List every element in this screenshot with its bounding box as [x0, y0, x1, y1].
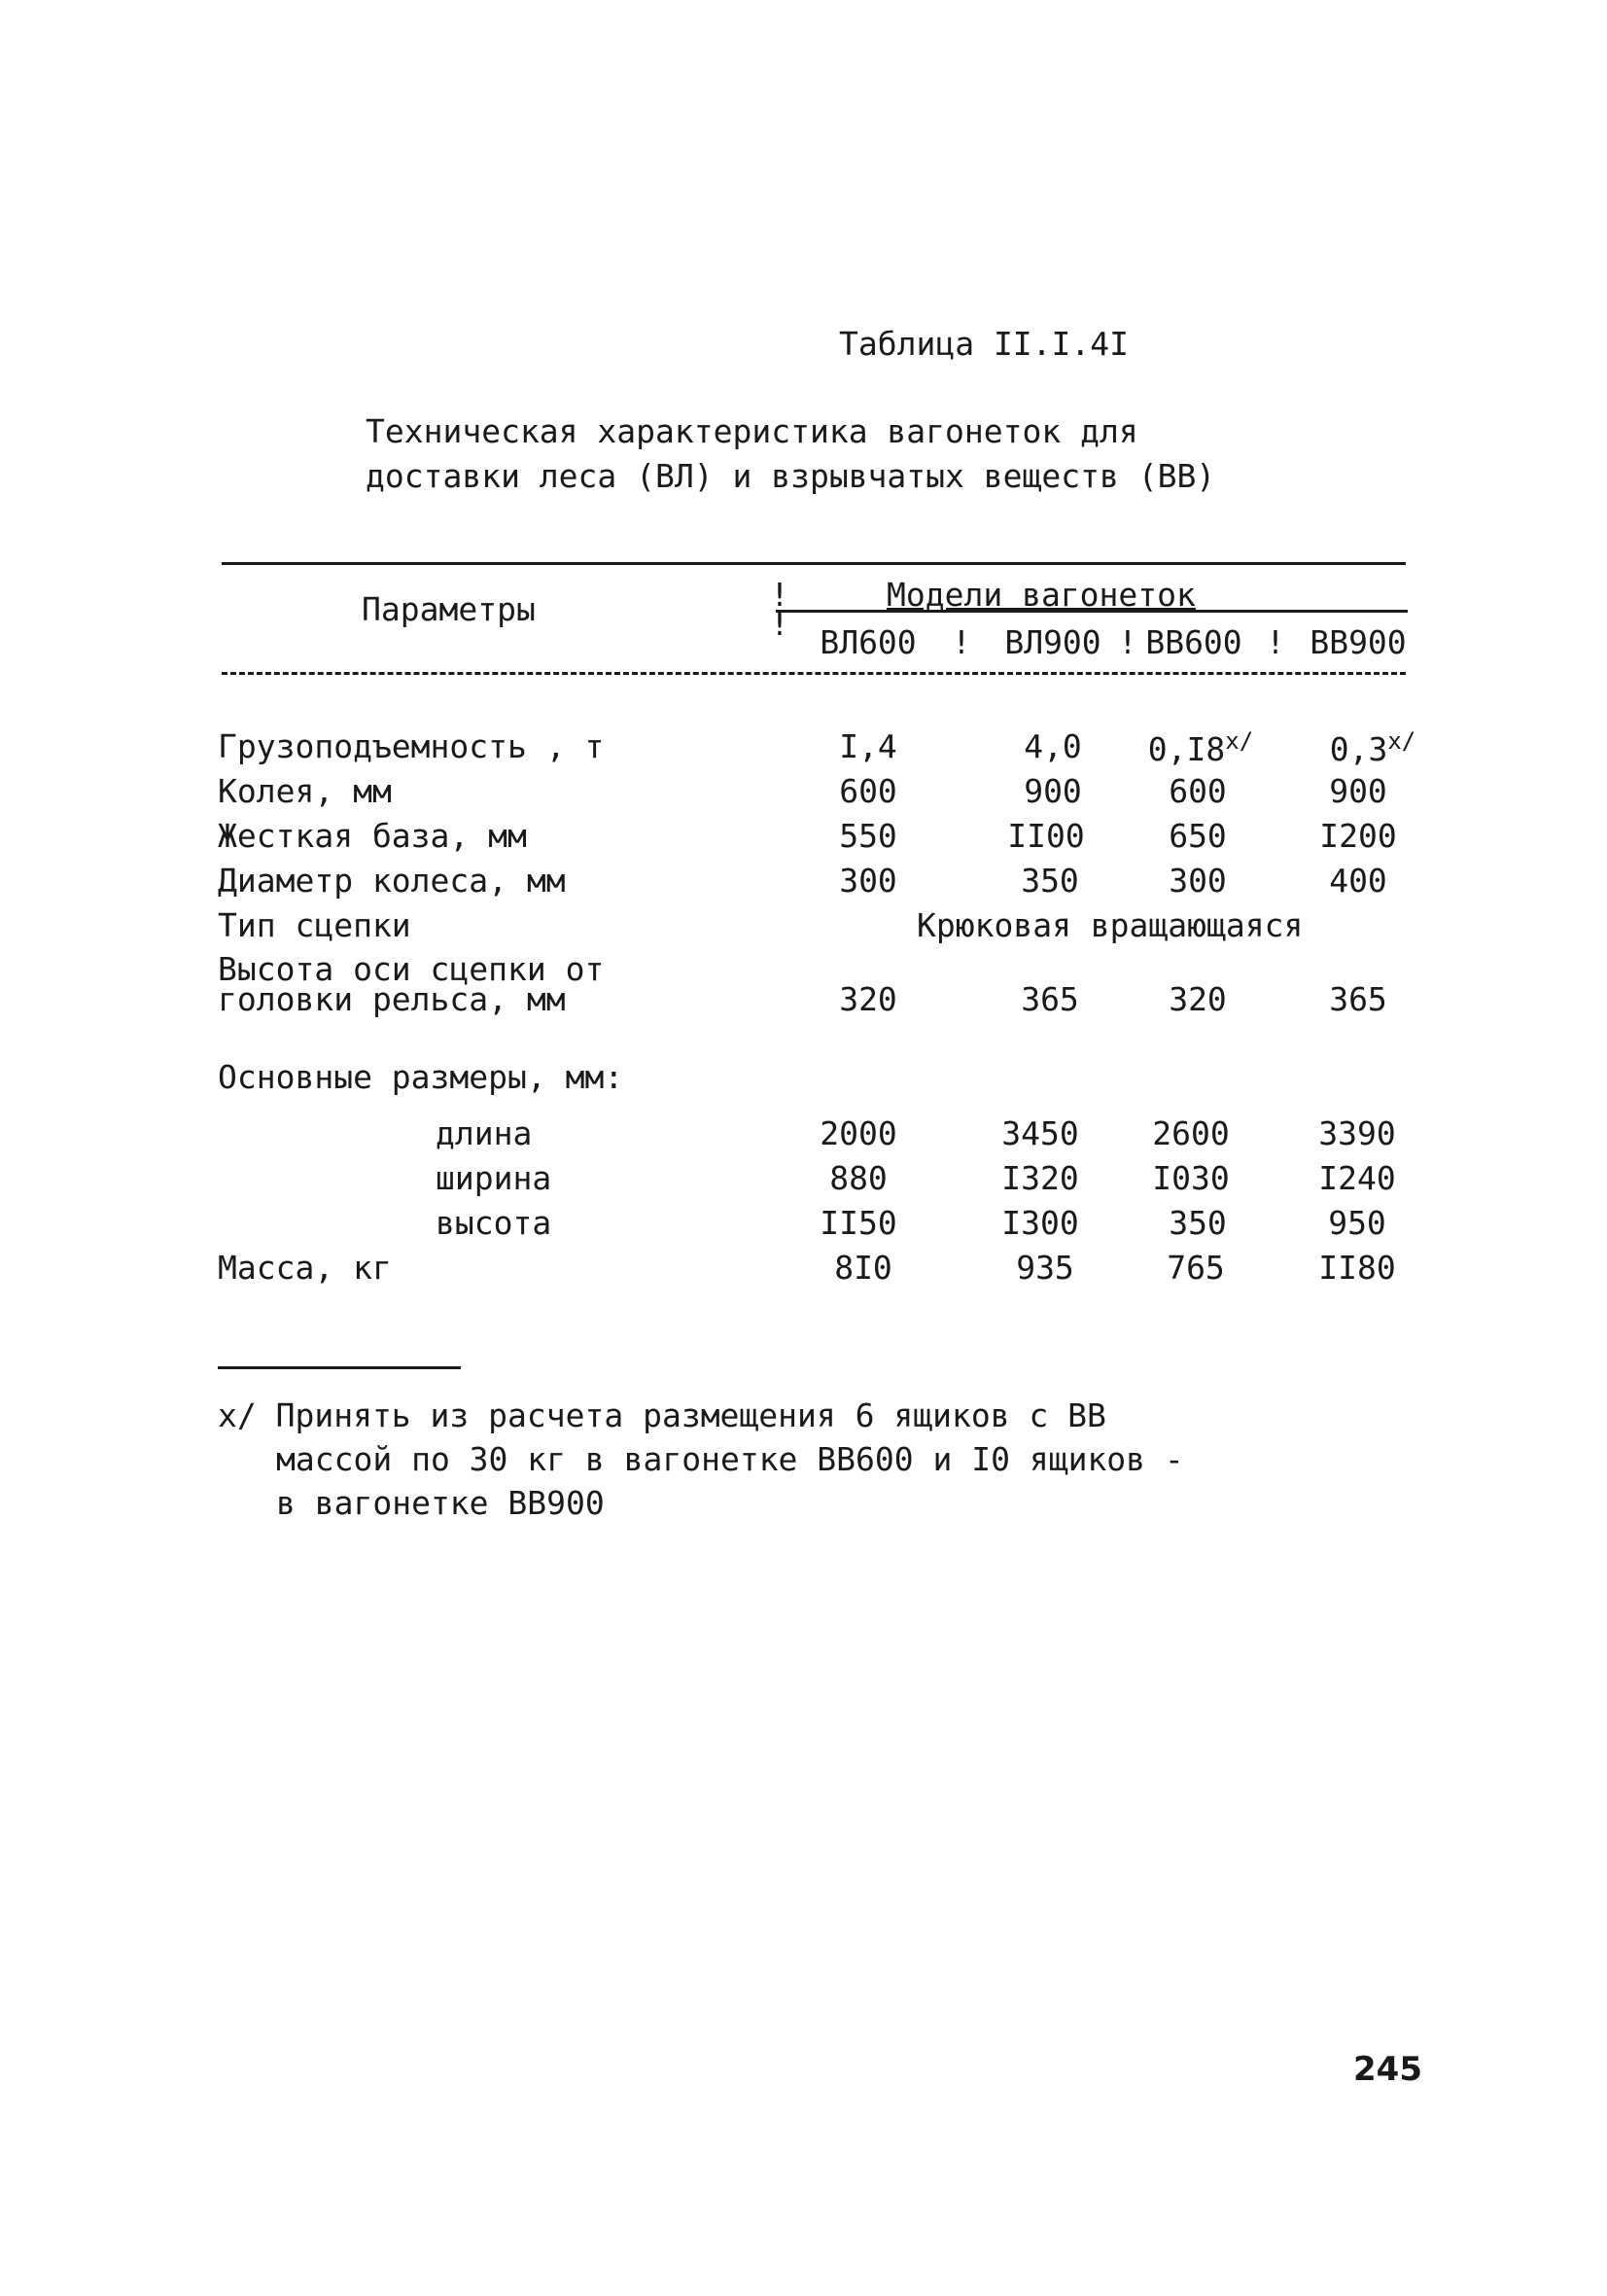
cell: 3390: [1318, 1114, 1396, 1152]
row-label: Колея, мм: [218, 772, 392, 810]
cell: 365: [1329, 980, 1387, 1018]
cell: I300: [1001, 1204, 1079, 1242]
cell: II80: [1318, 1249, 1396, 1287]
params-header: Параметры: [362, 590, 536, 628]
cell: 320: [839, 980, 897, 1018]
cell: 550: [839, 817, 897, 855]
footnote-line-3: в вагонетке ВВ900: [276, 1484, 605, 1522]
cell: 4,0: [1024, 727, 1082, 765]
model-header: ВВ900: [1310, 623, 1407, 661]
cell: 350: [1021, 862, 1079, 900]
model-header: ВЛ900: [1004, 623, 1101, 661]
row-label: высота: [436, 1204, 552, 1242]
group-rule: [776, 610, 1408, 613]
row-label: ширина: [436, 1159, 552, 1197]
row-label: Масса, кг: [218, 1249, 392, 1287]
row-label: Жесткая база, мм: [218, 817, 527, 855]
cell: 2000: [820, 1114, 897, 1152]
cell: 320: [1169, 980, 1227, 1018]
spanning-cell: Крюковая вращающаяся: [917, 906, 1304, 944]
page-number: 245: [1353, 2050, 1422, 2089]
cell: I320: [1001, 1159, 1079, 1197]
cell: 350: [1169, 1204, 1227, 1242]
footnote-ref: x/: [1225, 727, 1254, 755]
footnote-line-1: x/ Принять из расчета размещения 6 ящиков с ВВ: [218, 1396, 1106, 1434]
cell: 880: [829, 1159, 888, 1197]
footnote-rule: [218, 1366, 461, 1369]
cell: 935: [1016, 1249, 1074, 1287]
cell: 900: [1024, 772, 1082, 810]
row-label: Основные размеры, мм:: [218, 1058, 624, 1096]
cell: 2600: [1152, 1114, 1230, 1152]
cell: 650: [1169, 817, 1227, 855]
footnote-line-2: массой по 30 кг в вагонетке ВВ600 и I0 ящиков -: [276, 1440, 1184, 1478]
cell: I030: [1152, 1159, 1230, 1197]
cell: 765: [1167, 1249, 1225, 1287]
cell: 300: [1169, 862, 1227, 900]
row-label: Тип сцепки: [218, 906, 411, 944]
caption-line-2: доставки леса (ВЛ) и взрывчатых веществ (ВВ): [366, 457, 1216, 495]
cell: 400: [1329, 862, 1387, 900]
header-separator: !: [770, 605, 789, 643]
footnote-ref: x/: [1387, 727, 1416, 755]
table-top-rule: [222, 562, 1406, 565]
cell: 8I0: [834, 1249, 892, 1287]
table-label: Таблица II.I.4I: [839, 325, 1130, 363]
header-separator: !: [1118, 623, 1137, 661]
header-separator: !: [1266, 623, 1285, 661]
cell: II50: [820, 1204, 897, 1242]
model-header: ВЛ600: [820, 623, 917, 661]
header-separator: !: [770, 576, 789, 614]
cell: 900: [1329, 772, 1387, 810]
cell: 950: [1328, 1204, 1386, 1242]
cell: 365: [1021, 980, 1079, 1018]
row-label: длина: [436, 1114, 533, 1152]
row-label: Высота оси сцепки от: [218, 950, 605, 988]
cell: I200: [1319, 817, 1397, 855]
cell: 300: [839, 862, 897, 900]
models-group-header: Модели вагонеток: [887, 576, 1196, 614]
cell: II00: [1007, 817, 1085, 855]
header-separator: !: [952, 623, 971, 661]
cell: $0,I8^{x/}$: [1147, 727, 1254, 768]
cell: $0,3^{x/}$: [1329, 727, 1416, 768]
caption-line-1: Техническая характеристика вагонеток для: [366, 412, 1138, 450]
row-label: Диаметр колеса, мм: [218, 862, 566, 900]
header-bottom-rule: [222, 672, 1406, 675]
cell: 600: [1169, 772, 1227, 810]
cell: 3450: [1001, 1114, 1079, 1152]
model-header: ВВ600: [1145, 623, 1242, 661]
cell: 600: [839, 772, 897, 810]
row-label: головки рельса, мм: [218, 980, 566, 1018]
cell: I240: [1318, 1159, 1396, 1197]
row-label: Грузоподъемность , т: [218, 727, 605, 765]
cell: I,4: [839, 727, 897, 765]
